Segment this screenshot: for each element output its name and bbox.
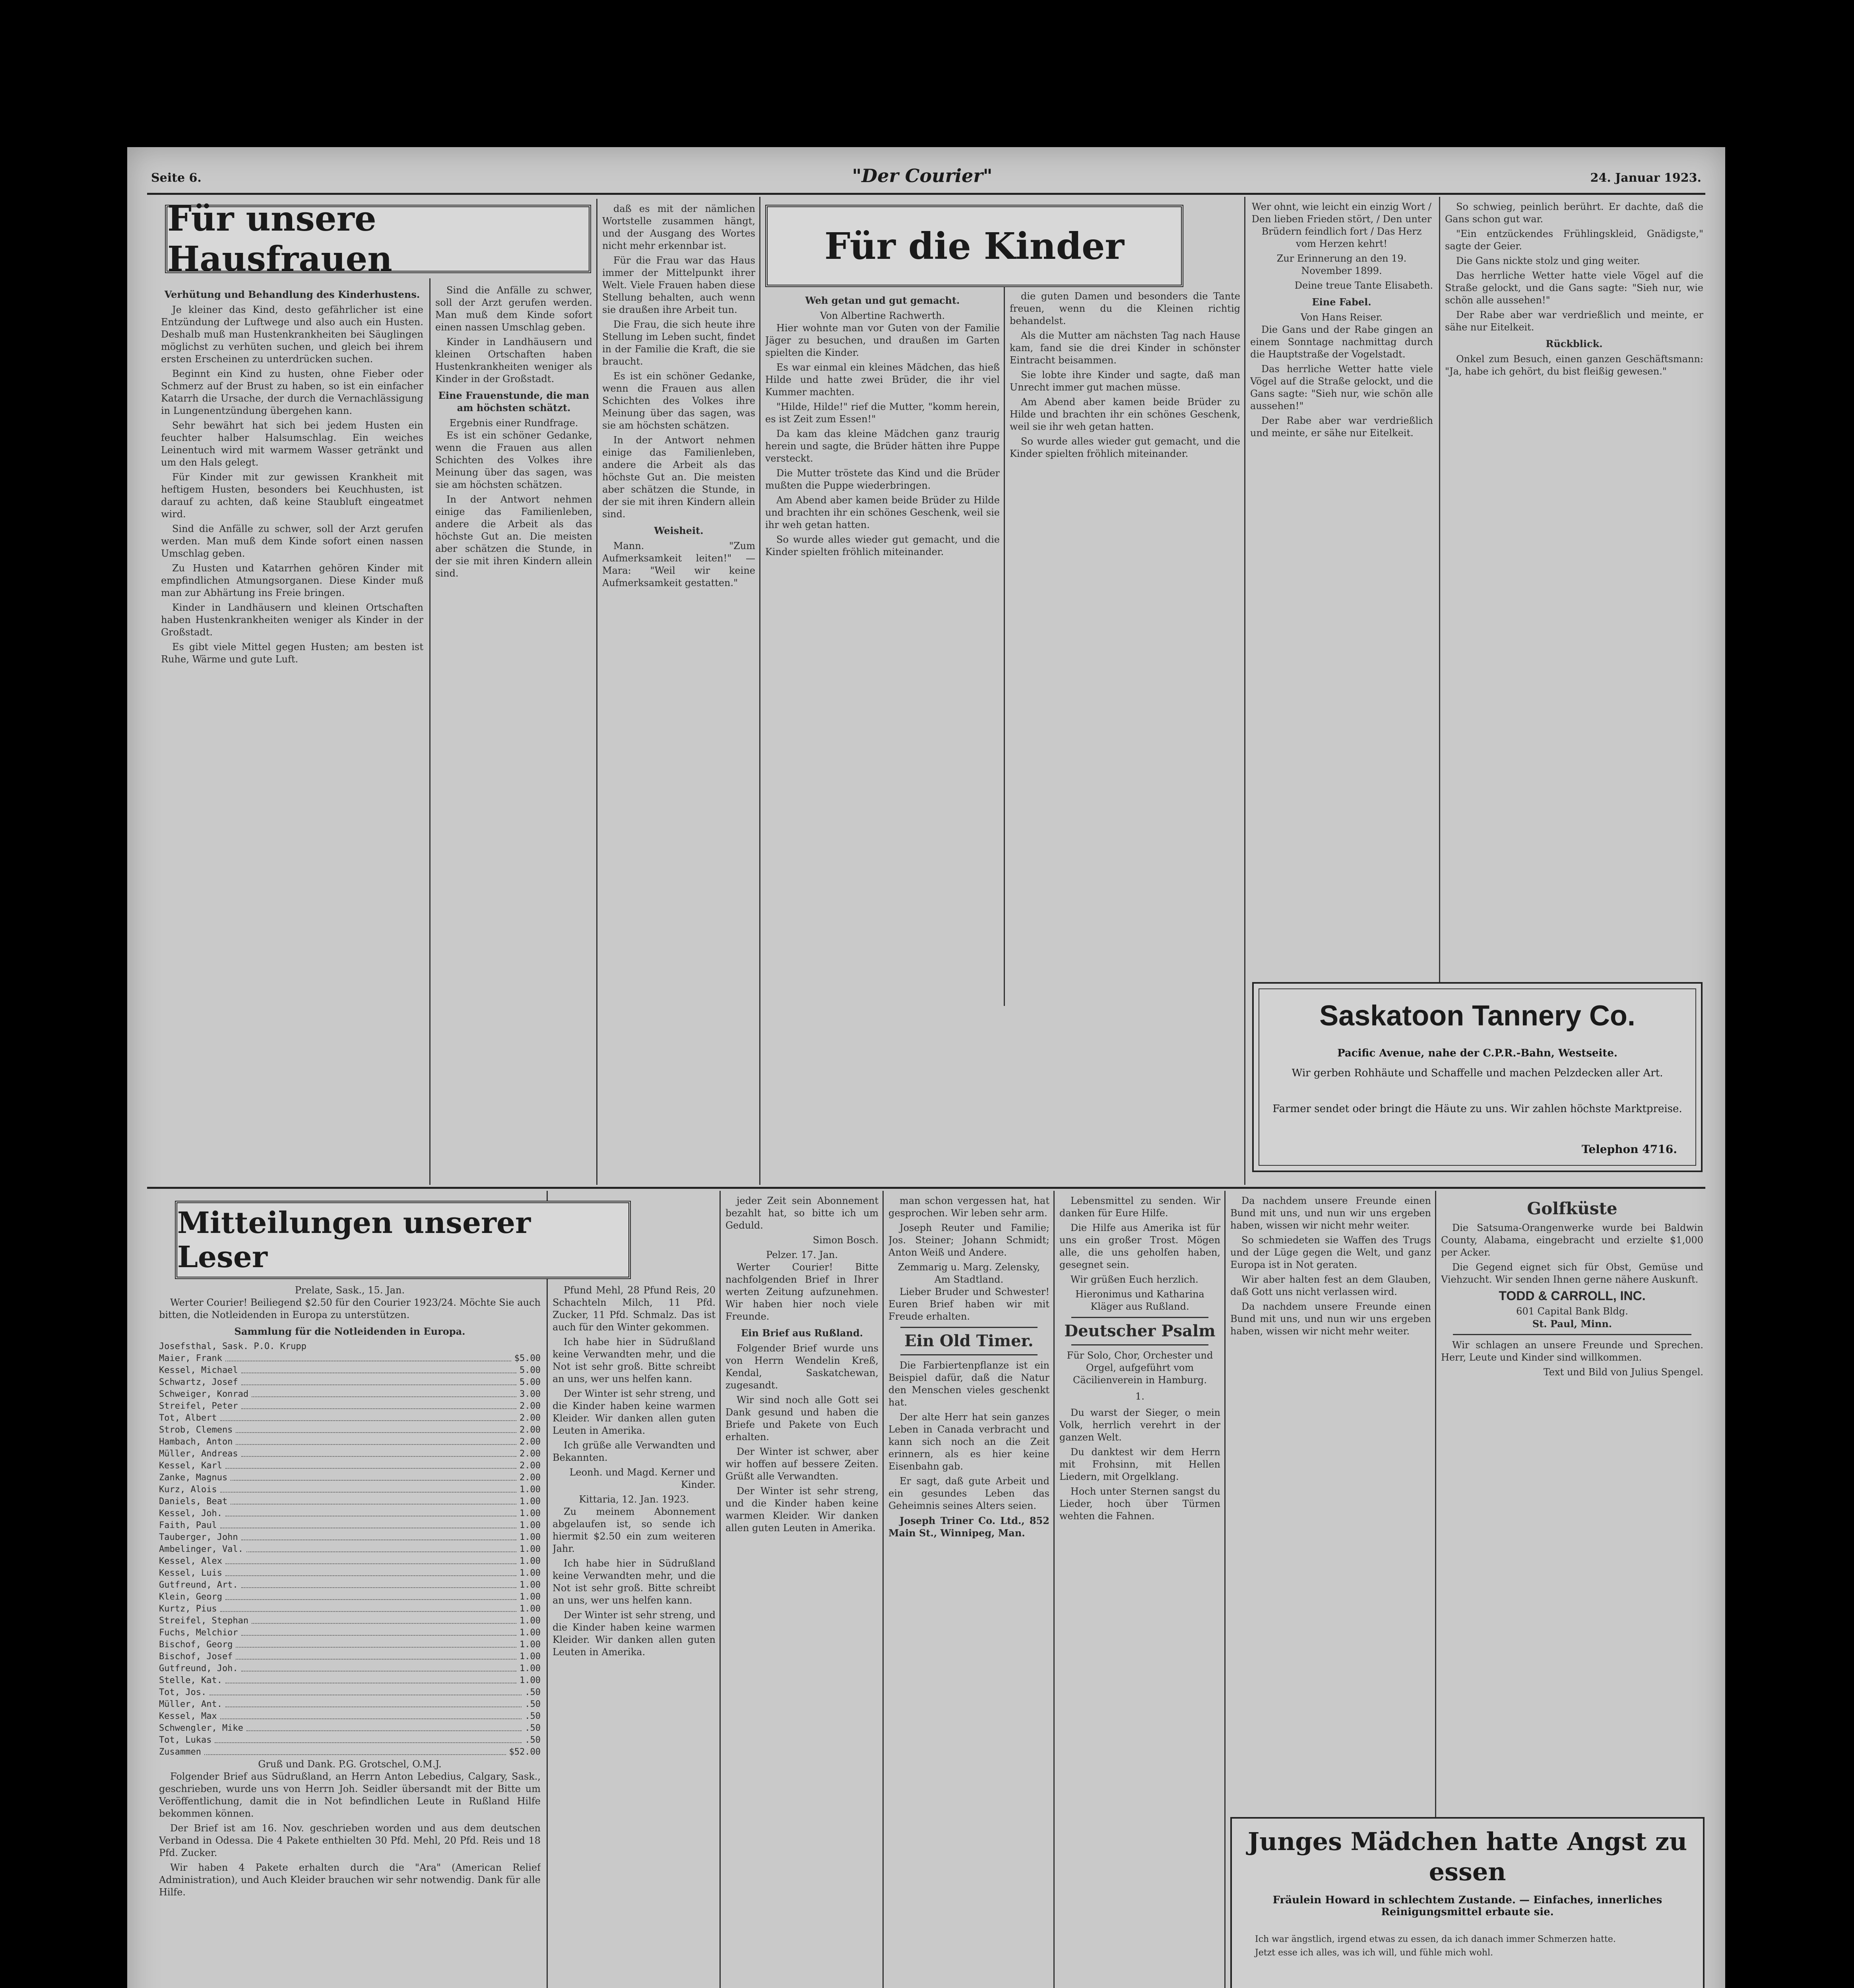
donation-row: [159, 1543, 541, 1555]
donor-name: Gutfreund, Joh.: [159, 1664, 238, 1673]
donation-row: [159, 1400, 541, 1412]
paragraph: Der Winter ist schwer, aber wir hoffen auf bessere Zeiten. Grüßt alle Verwandten.: [725, 1446, 879, 1482]
paragraph: "Hilde, Hilde!" rief die Mutter, "komm herein, es ist Zeit zum Essen!": [765, 401, 1000, 425]
paragraph: Die Gans und der Rabe gingen an einem Sonntage nachmittag durch die Hauptstraße der Vogelstadt.: [1250, 324, 1433, 360]
letter-place: Pelzer. 17. Jan.: [766, 1249, 838, 1260]
donor-name: Tot, Lukas: [159, 1735, 212, 1745]
right-column-1: [1230, 1195, 1431, 1851]
advertiser-name: Saskatoon Tannery Co.: [1319, 1000, 1635, 1032]
paragraph: Das herrliche Wetter hatte viele Vögel auf die Straße gelockt, und die Gans sagte: "Sieh nur, wie schön alle aussehen!": [1445, 270, 1703, 306]
donation-row: [159, 1687, 541, 1699]
paragraph: In der Antwort nehmen einige das Familienleben, andere die Arbeit als das höchste Gut an. Die meisten aber schätzen die Stunde, in der sie mit ihren Kindern allein sind.: [435, 494, 592, 579]
paragraph: Jetzt esse ich alles, was ich will, und fühle mich wohl.: [1255, 1948, 1493, 1958]
donation-row: [159, 1532, 541, 1543]
donation-row: [159, 1639, 541, 1651]
paragraph: Die Farbiertenpflanze ist ein Beispiel dafür, daß die Natur den Menschen vieles geschenkt hat.: [888, 1360, 1049, 1408]
donation-amount: 1.00: [520, 1652, 541, 1662]
paragraph: Folgender Brief wurde uns von Herrn Wendelin Kreß, Kendal, Saskatchewan, zugesandt.: [725, 1343, 879, 1391]
donor-name: Streifel, Stephan: [159, 1616, 249, 1626]
advertiser-address: Pacific Avenue, nahe der C.P.R.-Bahn, Westseite.: [1337, 1047, 1617, 1059]
column-rule: [1224, 1191, 1226, 1988]
advertiser-address: Joseph Triner Co. Ltd., 852 Main St., Winnipeg, Man.: [888, 1515, 1049, 1539]
donation-amount: 2.00: [520, 1413, 541, 1423]
paragraph: Die Hilfe aus Amerika ist für uns ein großer Trost. Mögen alle, die uns geholfen haben, gesegnet sein.: [1059, 1222, 1220, 1270]
signature: Text und Bild von Julius Spengel.: [1543, 1367, 1703, 1378]
article-subhead: Eine Fabel.: [1312, 296, 1371, 308]
paragraph: So schmiedeten sie Waffen des Trugs und der Lüge gegen die Welt, und ganz Europa ist in Not geraten.: [1230, 1235, 1431, 1270]
donor-name: Klein, Georg: [159, 1592, 222, 1602]
paragraph: Sehr bewährt hat sich bei jedem Husten ein feuchter halber Halsumschlag. Ein weiches Leinentuch wird mit warmem Wasser getränkt und um den Hals gelegt.: [161, 420, 423, 468]
advertiser-services: Wir gerben Rohhäute und Schaffelle und machen Pelzdecken aller Art.: [1292, 1067, 1663, 1079]
section-header-kinder: Für die Kinder: [765, 205, 1183, 287]
paragraph: Joseph Reuter und Familie; Jos. Steiner; Johann Schmidt; Anton Weiß und Andere.: [888, 1222, 1049, 1258]
kinder-column-3: [1250, 201, 1433, 996]
donor-name: Kessel, Alex: [159, 1556, 222, 1566]
donation-row: [159, 1734, 541, 1746]
paragraph: Da nachdem unsere Freunde einen Bund mit uns, und nun wir uns ergeben haben, wissen wir nicht mehr weiter.: [1230, 1301, 1431, 1337]
donation-amount: 5.00: [520, 1377, 541, 1387]
donation-amount: 2.00: [520, 1461, 541, 1471]
advertiser-address: 601 Capital Bank Bldg.: [1516, 1306, 1628, 1317]
paragraph: Der Brief ist am 16. Nov. geschrieben worden und aus dem deutschen Verband in Odessa. Die 4 Pakete enthielten 30 Pfd. Mehl, 20 Pfd. Reis und 18 Pfd. Zucker.: [159, 1823, 541, 1858]
donor-name: Müller, Ant.: [159, 1699, 222, 1709]
letter-signature: Simon Bosch.: [813, 1235, 879, 1246]
donation-amount: 1.00: [520, 1520, 541, 1530]
paragraph: Hoch unter Sternen sangst du Lieder, hoch über Türmen wehten die Fahnen.: [1059, 1486, 1220, 1522]
donation-row: [159, 1722, 541, 1734]
donation-row: [159, 1591, 541, 1603]
paragraph: Sind die Anfälle zu schwer, soll der Arzt gerufen werden. Man muß dem Kinde sofort einen nassen Umschlag geben.: [161, 523, 423, 559]
leser-column-1: [159, 1284, 541, 1988]
donation-row: [159, 1353, 541, 1365]
paragraph: Für die Frau war das Haus immer der Mittelpunkt ihrer Welt. Viele Frauen haben diese Stellung behalten, auch wenn sie draußen ihre Arbeit tun.: [602, 255, 755, 315]
paragraph: Die Satsuma-Orangenwerke wurde bei Baldwin County, Alabama, eingebracht und erzielte $1,000 per Acker.: [1441, 1222, 1703, 1258]
donation-amount: 1.00: [520, 1580, 541, 1590]
paragraph: Am Abend aber kamen beide Brüder zu Hilde und brachten ihr ein schönes Geschenk, weil sie ihr weh getan hatten.: [1010, 396, 1240, 432]
leser-column-3: [725, 1195, 879, 1988]
maedchen-advertisement: [1230, 1817, 1705, 1988]
donor-name: Kessel, Joh.: [159, 1508, 222, 1518]
donor-name: Tot, Jos.: [159, 1687, 207, 1697]
donation-row: [159, 1365, 541, 1376]
ad-body: [1244, 1934, 1689, 1988]
article-byline: Von Hans Reiser.: [1300, 312, 1383, 323]
donation-amount: 1.00: [520, 1664, 541, 1673]
paragraph: Wir sind noch alle Gott sei Dank gesund und haben die Briefe und Pakete von Euch erhalten.: [725, 1394, 879, 1442]
paragraph: So schwieg, peinlich berührt. Er dachte, daß die Gans schon gut war.: [1445, 201, 1703, 225]
paragraph: daß es mit der nämlichen Wortstelle zusammen hängt, und der Ausgang des Wortes nicht mehr erkennbar ist.: [602, 203, 755, 251]
donation-row: [159, 1699, 541, 1710]
donation-row: [159, 1448, 541, 1460]
paragraph: Die Gans nickte stolz und ging weiter.: [1456, 255, 1640, 266]
donation-amount: 1.00: [520, 1544, 541, 1554]
verse-number: 1.: [1135, 1391, 1144, 1402]
donation-amount: 2.00: [520, 1401, 541, 1411]
paragraph: In der Antwort nehmen einige das Familienleben, andere die Arbeit als das höchste Gut an. Die meisten aber schätzen die Stunde, in der sie mit ihren Kindern allein sind.: [602, 435, 755, 520]
donor-name: Maier, Frank: [159, 1353, 222, 1363]
donation-amount: 1.00: [520, 1556, 541, 1566]
paragraph: man schon vergessen hat, hat gesprochen. Wir leben sehr arm.: [888, 1195, 1049, 1219]
donor-name: Bischof, Josef: [159, 1652, 233, 1662]
donor-name: Stelle, Kat.: [159, 1675, 222, 1685]
donation-amount: 2.00: [520, 1437, 541, 1447]
donation-amount: 1.00: [520, 1628, 541, 1638]
column-rule: [882, 1191, 884, 1988]
donation-row: [159, 1472, 541, 1484]
poem-date: Zur Erinnerung an den 19. November 1899.: [1276, 253, 1407, 276]
paragraph: Am Abend aber kamen beide Brüder zu Hilde und brachten ihr ein schönes Geschenk, weil sie ihr weh getan hatten.: [765, 495, 1000, 530]
list-signature: Gruß und Dank. P.G. Grotschel, O.M.J.: [258, 1759, 442, 1770]
paragraph: Zu Husten und Katarrhen gehören Kinder mit empfindlichen Atmungsorganen. Diese Kinder muß man zur Abhärtung ins Freie bringen.: [161, 563, 423, 598]
paragraph: Beginnt ein Kind zu husten, ohne Fieber oder Schmerz auf der Brust zu haben, so ist ein einfacher Katarrh die Ursache, der durch die Vernachlässigung in Lungenentzündung übergehen kann.: [161, 368, 423, 416]
poem-signature: Deine treue Tante Elisabeth.: [1294, 280, 1433, 291]
paragraph: Da nachdem unsere Freunde einen Bund mit uns, und nun wir uns ergeben haben, wissen wir nicht mehr weiter.: [1230, 1195, 1431, 1231]
paragraph: Es ist ein schöner Gedanke, wenn die Frauen aus allen Schichten des Volkes ihre Meinung über das sagen, was sie am höchsten schätzen.: [602, 371, 755, 431]
list-title: Sammlung für die Notleidenden in Europa.: [234, 1326, 465, 1337]
masthead: "Der Courier": [852, 165, 993, 186]
donation-row: [159, 1675, 541, 1687]
section-header-leser: Mitteilungen unserer Leser: [175, 1201, 631, 1279]
paragraph: Sie lobte ihre Kinder und sagte, daß man Unrecht immer gut machen müsse.: [1010, 369, 1240, 393]
article-subhead: Verhütung und Behandlung des Kinderhustens.: [164, 289, 420, 300]
tannery-advertisement: [1252, 982, 1703, 1172]
paragraph: Da kam das kleine Mädchen ganz traurig herein und sagte, die Brüder hätten ihre Puppe versteckt.: [765, 428, 1000, 464]
article-kicker: Für Solo, Chor, Orchester und Orgel, aufgeführt vom Cäcilienverein in Hamburg.: [1067, 1350, 1213, 1386]
article-subhead: Rückblick.: [1546, 338, 1603, 349]
paragraph: Der Winter ist sehr streng, und die Kinder haben keine warmen Kleider. Wir danken allen guten Leuten in Amerika.: [553, 1388, 716, 1436]
paragraph: Kinder in Landhäusern und kleinen Ortschaften haben Hustenkrankheiten weniger als Kinder in der Großstadt.: [435, 336, 592, 384]
paragraph: Der Rabe aber war verdrießlich und meinte, er sähe nur Eitelkeit.: [1445, 309, 1703, 333]
list-total: Zusammen $52.00: [159, 1747, 541, 1757]
column-rule: [1053, 1191, 1055, 1988]
donor-name: Kurz, Alois: [159, 1485, 217, 1495]
letter-place: Kittaria, 12. Jan. 1923.: [579, 1494, 689, 1505]
donation-row: [159, 1520, 541, 1532]
column-rule: [719, 1191, 721, 1988]
donor-name: Tot, Albert: [159, 1413, 217, 1423]
column-rule: [1439, 197, 1440, 1004]
paragraph: Die Gegend eignet sich für Obst, Gemüse und Viehzucht. Wir senden Ihnen gerne nähere Auskunft.: [1441, 1262, 1703, 1285]
donation-amount: 1.00: [520, 1532, 541, 1542]
paragraph: Kinder in Landhäusern und kleinen Ortschaften haben Hustenkrankheiten weniger als Kinder in der Großstadt.: [161, 602, 423, 638]
column-rule: [547, 1191, 548, 1988]
donation-row: [159, 1663, 541, 1675]
paragraph: Das herrliche Wetter hatte viele Vögel auf die Straße gelockt, und die Gans sagte: "Sieh nur, wie schön alle aussehen!": [1250, 363, 1433, 412]
paragraph: Werter Courier! Bitte nachfolgenden Brief in Ihrer werten Zeitung aufzunehmen. Wir haben hier noch viele Freunde.: [725, 1262, 879, 1322]
paragraph: Ich habe hier in Südrußland keine Verwandten mehr, und die Not ist sehr groß. Bitte schreibt an uns, wer uns helfen kann.: [553, 1558, 716, 1606]
column-rule: [429, 278, 431, 1185]
paragraph: Wir schlagen an unsere Freunde und Sprechen. Herr, Leute und Kinder sind willkommen.: [1441, 1340, 1703, 1363]
donation-amount: 1.00: [520, 1508, 541, 1518]
paragraph: Ich habe hier in Südrußland keine Verwandten mehr, und die Not ist sehr groß. Bitte schreibt an uns, wer uns helfen kann.: [553, 1336, 716, 1384]
donation-row: [159, 1651, 541, 1663]
article-subhead: Weisheit.: [654, 525, 704, 536]
donation-row: [159, 1555, 541, 1567]
donor-name: Kurtz, Pius: [159, 1604, 217, 1614]
donation-row: [159, 1460, 541, 1472]
article-subhead: Weh getan und gut gemacht.: [805, 295, 960, 306]
article-title-golf: Golfküste: [1527, 1199, 1617, 1218]
leser-column-4: [888, 1195, 1049, 1988]
article-kicker: Ergebnis einer Rundfrage.: [449, 417, 578, 429]
donation-row: [159, 1567, 541, 1579]
paragraph: Wir grüßen Euch herzlich.: [1071, 1274, 1199, 1285]
paragraph: Für Kinder mit zur gewissen Krankheit mit heftigem Husten, besonders bei Keuchhusten, ist darauf zu achten, daß keine Staubluft eingeatmet wird.: [161, 472, 423, 520]
donation-amount: 1.00: [520, 1592, 541, 1602]
paragraph: Sind die Anfälle zu schwer, soll der Arzt gerufen werden. Man muß dem Kinde sofort einen nassen Umschlag geben.: [435, 285, 592, 333]
page-number: Seite 6.: [151, 171, 202, 185]
donor-name: Ambelinger, Val.: [159, 1544, 243, 1554]
paragraph: Lebensmittel zu senden. Wir danken für Eure Hilfe.: [1059, 1195, 1220, 1219]
donor-name: Kessel, Karl: [159, 1461, 222, 1471]
paragraph: Als die Mutter am nächsten Tag nach Hause kam, fand sie die drei Kinder in schönster Eintracht beisammen.: [1010, 330, 1240, 366]
donation-row: [159, 1388, 541, 1400]
paragraph: Die Frau, die sich heute ihre Stellung im Leben sucht, findet in der Familie die Kraft, die sie braucht.: [602, 319, 755, 367]
donor-name: Müller, Andreas: [159, 1449, 238, 1459]
paragraph: jeder Zeit sein Abonnement bezahlt hat, so bitte ich um Geduld.: [725, 1195, 879, 1231]
donation-amount: 1.00: [520, 1568, 541, 1578]
paragraph: Je kleiner das Kind, desto gefährlicher ist eine Entzündung der Luftwege und also auch ein Husten. Deshalb muß man Hustenkrankheiten bei Säuglingen möglichst zu verhüten suchen, und gleich bei ihrem ersten Erscheinen zu unterdrücken suchen.: [161, 304, 423, 365]
donation-amount: 1.00: [520, 1604, 541, 1614]
donor-name: Daniels, Beat: [159, 1497, 228, 1507]
paragraph: Es ist ein schöner Gedanke, wenn die Frauen aus allen Schichten des Volkes ihre Meinung über das sagen, was sie am höchsten schätzen.: [435, 430, 592, 490]
page-divider: [147, 1187, 1705, 1189]
article-title-old-timer: Ein Old Timer.: [904, 1332, 1034, 1350]
paragraph: Hier wohnte man vor Guten von der Familie Jäger zu besuchen, und draußen im Garten spielten die Kinder.: [765, 322, 1000, 358]
donation-row: [159, 1579, 541, 1591]
donor-name: Schwartz, Josef: [159, 1377, 238, 1387]
donation-row: [159, 1627, 541, 1639]
leser-column-5: [1059, 1195, 1220, 1988]
paragraph: Folgender Brief aus Südrußland, an Herrn Anton Lebedius, Calgary, Sask., geschrieben, wurde uns von Herrn Joh. Seidler übersandt mit der Bitte um Veröffentlichung, damit die in Not befindlichen Leute in Rußland Hilfe bekommen können.: [159, 1771, 541, 1819]
donation-amount: 1.00: [520, 1675, 541, 1685]
advertiser-name: TODD & CARROLL, INC.: [1499, 1289, 1646, 1303]
paragraph: So wurde alles wieder gut gemacht, und die Kinder spielten fröhlich miteinander.: [765, 534, 1000, 557]
donation-row: [159, 1484, 541, 1496]
hausfrauen-column-2: [435, 284, 592, 1183]
donation-row: [159, 1412, 541, 1424]
donation-row: [159, 1603, 541, 1615]
paragraph: So wurde alles wieder gut gemacht, und die Kinder spielten fröhlich miteinander.: [1010, 436, 1240, 459]
donor-name: Kessel, Max: [159, 1711, 217, 1721]
donation-rows: [159, 1353, 541, 1746]
paragraph: Es war einmal ein kleines Mädchen, das hieß Hilde und hatte zwei Brüder, die ihr viel Kummer machten.: [765, 362, 1000, 398]
donation-amount: .50: [525, 1711, 541, 1721]
paragraph: Onkel zum Besuch, einen ganzen Geschäftsmann: "Ja, habe ich gehört, du bist fleißig gewesen.": [1445, 353, 1703, 377]
donor-name: Faith, Paul: [159, 1520, 217, 1530]
column-rule: [596, 199, 597, 1185]
donation-row: [159, 1436, 541, 1448]
column-rule: [1004, 286, 1005, 1006]
donor-name: Zanke, Magnus: [159, 1473, 228, 1483]
paragraph: Ich war ängstlich, irgend etwas zu essen, da ich danach immer Schmerzen hatte.: [1255, 1934, 1616, 1944]
header-rule: [147, 193, 1705, 195]
donation-amount: .50: [525, 1735, 541, 1745]
article-byline: Von Albertine Rachwerth.: [820, 310, 945, 321]
donation-amount: 1.00: [520, 1497, 541, 1507]
hausfrauen-column-3: [602, 203, 755, 1185]
donor-name: Schweiger, Konrad: [159, 1389, 249, 1399]
paragraph: Pfund Mehl, 28 Pfund Reis, 20 Schachteln Milch, 11 Pfd. Zucker, 11 Pfd. Schmalz. Das ist auch für den Winter gekommen.: [553, 1285, 716, 1333]
paragraph: Zu meinem Abonnement abgelaufen ist, so sende ich hiermit $2.50 ein zum weiteren Jahr.: [553, 1506, 716, 1554]
leser-column-2: [553, 1284, 716, 1988]
paragraph: Der Winter ist sehr streng, und die Kinder haben keine warmen Kleider. Wir danken allen guten Leuten in Amerika.: [725, 1485, 879, 1534]
donation-row: [159, 1496, 541, 1508]
donor-name: Gutfreund, Art.: [159, 1580, 238, 1590]
letter-place: Zemmarig u. Marg. Zelensky, Am Stadtland.: [898, 1262, 1040, 1285]
column-rule: [1244, 197, 1245, 1185]
donation-amount: .50: [525, 1723, 541, 1733]
advertiser-city: St. Paul, Minn.: [1532, 1318, 1612, 1330]
donor-name: Fuchs, Melchior: [159, 1628, 238, 1638]
donor-name: Bischof, Georg: [159, 1640, 233, 1650]
donation-row: [159, 1508, 541, 1520]
issue-date: 24. Januar 1923.: [1590, 171, 1701, 185]
advertiser-offer: Farmer sendet oder bringt die Häute zu uns. Wir zahlen höchste Marktpreise.: [1272, 1103, 1682, 1115]
paragraph: Die Mutter tröstete das Kind und die Brüder mußten die Puppe wiederbringen.: [765, 468, 1000, 491]
donation-amount: $5.00: [514, 1353, 541, 1363]
paragraph: Er sagt, daß gute Arbeit und ein gesundes Leben das Geheimnis seines Alters seien.: [888, 1475, 1049, 1511]
letter-place: Prelate, Sask., 15. Jan.: [295, 1285, 405, 1296]
paragraph: Wir haben 4 Pakete erhalten durch die "Ara" (American Relief Administration), und Auch Kleider brauchen wir sehr notwendig. Dank für alle Hilfe.: [159, 1862, 541, 1898]
donation-amount: 2.00: [520, 1449, 541, 1459]
paragraph: "Ein entzückendes Frühlingskleid, Gnädigste," sagte der Geier.: [1445, 228, 1703, 252]
donation-row: [159, 1710, 541, 1722]
paragraph: Der Rabe aber war verdrießlich und meinte, er sähe nur Eitelkeit.: [1250, 415, 1433, 439]
column-rule: [759, 197, 760, 1185]
donation-amount: 2.00: [520, 1473, 541, 1483]
advertiser-phone: Telephon 4716.: [1581, 1143, 1677, 1156]
donation-amount: 1.00: [520, 1485, 541, 1495]
letter-signature: Leonh. und Magd. Kerner und Kinder.: [569, 1467, 716, 1490]
paragraph: Werter Courier! Beiliegend $2.50 für den Courier 1923/24. Möchte Sie auch bitten, die Notleidenden in Europa zu unterstützen.: [159, 1297, 541, 1320]
article-subhead: Ein Brief aus Rußland.: [741, 1327, 863, 1339]
paragraph: Mann. "Zum Aufmerksamkeit leiten!" — Mara: "Weil wir keine Aufmerksamkeit gestatten.": [602, 540, 755, 588]
kinder-column-2: [1010, 290, 1240, 1002]
donor-name: Hambach, Anton: [159, 1437, 233, 1447]
paragraph: die guten Damen und besonders die Tante freuen, wenn du die Kleinen richtig behandelst.: [1010, 291, 1240, 326]
paragraph: Ich grüße alle Verwandten und Bekannten.: [553, 1440, 716, 1463]
article-title-psalm: Deutscher Psalm: [1064, 1322, 1216, 1340]
donor-name: Strob, Clemens: [159, 1425, 233, 1435]
paragraph: Der alte Herr hat sein ganzes Leben in Canada verbracht und kann sich noch an die Zeit erinnern, als es hier keine Eisenbahn gab.: [888, 1411, 1049, 1472]
donation-amount: .50: [525, 1687, 541, 1697]
donation-amount: 2.00: [520, 1425, 541, 1435]
donation-row: [159, 1424, 541, 1436]
letter-signature: Hieronimus und Katharina Kläger aus Rußland.: [1075, 1289, 1204, 1312]
donation-amount: .50: [525, 1699, 541, 1709]
section-header-hausfrauen: Für unsere Hausfrauen: [165, 205, 591, 273]
donation-row: [159, 1376, 541, 1388]
paragraph: Du danktest wir dem Herrn mit Frohsinn, mit Hellen Liedern, mit Orgelklang.: [1059, 1446, 1220, 1482]
paragraph: Der Winter ist sehr streng, und die Kinder haben keine warmen Kleider. Wir danken allen guten Leuten in Amerika.: [553, 1609, 716, 1658]
donation-amount: 1.00: [520, 1616, 541, 1626]
donation-amount: 5.00: [520, 1365, 541, 1375]
list-header: Josefsthal, Sask. P.O. Krupp: [159, 1342, 306, 1351]
kinder-column-4: [1445, 201, 1703, 1004]
golf-ad-column: [1441, 1195, 1703, 1811]
newspaper-page: [127, 147, 1725, 1988]
poem: Wer ohnt, wie leicht ein einzig Wort / Den lieben Frieden stört, / Den unter Brüdern feindlich fort / Das Herz vom Herzen kehrt!: [1251, 201, 1432, 249]
paragraph: Lieber Bruder und Schwester! Euren Brief haben wir mit Freude erhalten.: [888, 1286, 1049, 1322]
hausfrauen-column-1: [161, 284, 423, 1183]
donor-name: Kessel, Michael: [159, 1365, 238, 1375]
paragraph: Es gibt viele Mittel gegen Husten; am besten ist Ruhe, Wärme und gute Luft.: [161, 641, 423, 665]
donation-row: [159, 1615, 541, 1627]
donation-list: [159, 1341, 541, 1758]
article-subhead: Eine Frauenstunde, die man am höchsten schätzt.: [438, 390, 590, 414]
paragraph: Wir aber halten fest an dem Glauben, daß Gott uns nicht verlassen wird.: [1230, 1274, 1431, 1297]
kinder-column-1: [765, 290, 1000, 1183]
donor-name: Streifel, Peter: [159, 1401, 238, 1411]
donation-amount: 1.00: [520, 1640, 541, 1650]
donation-amount: 3.00: [520, 1389, 541, 1399]
donor-name: Schwengler, Mike: [159, 1723, 243, 1733]
donor-name: Kessel, Luis: [159, 1568, 222, 1578]
ad-subheadline: Fräulein Howard in schlechtem Zustande. — Einfaches, innerliches Reinigungsmittel erbaute sie.: [1272, 1894, 1662, 1918]
donor-name: Tauberger, John: [159, 1532, 238, 1542]
paragraph: Du warst der Sieger, o mein Volk, herrlich verehrt in der ganzen Welt.: [1059, 1407, 1220, 1443]
ad-headline: Junges Mädchen hatte Angst zu essen: [1247, 1827, 1687, 1886]
